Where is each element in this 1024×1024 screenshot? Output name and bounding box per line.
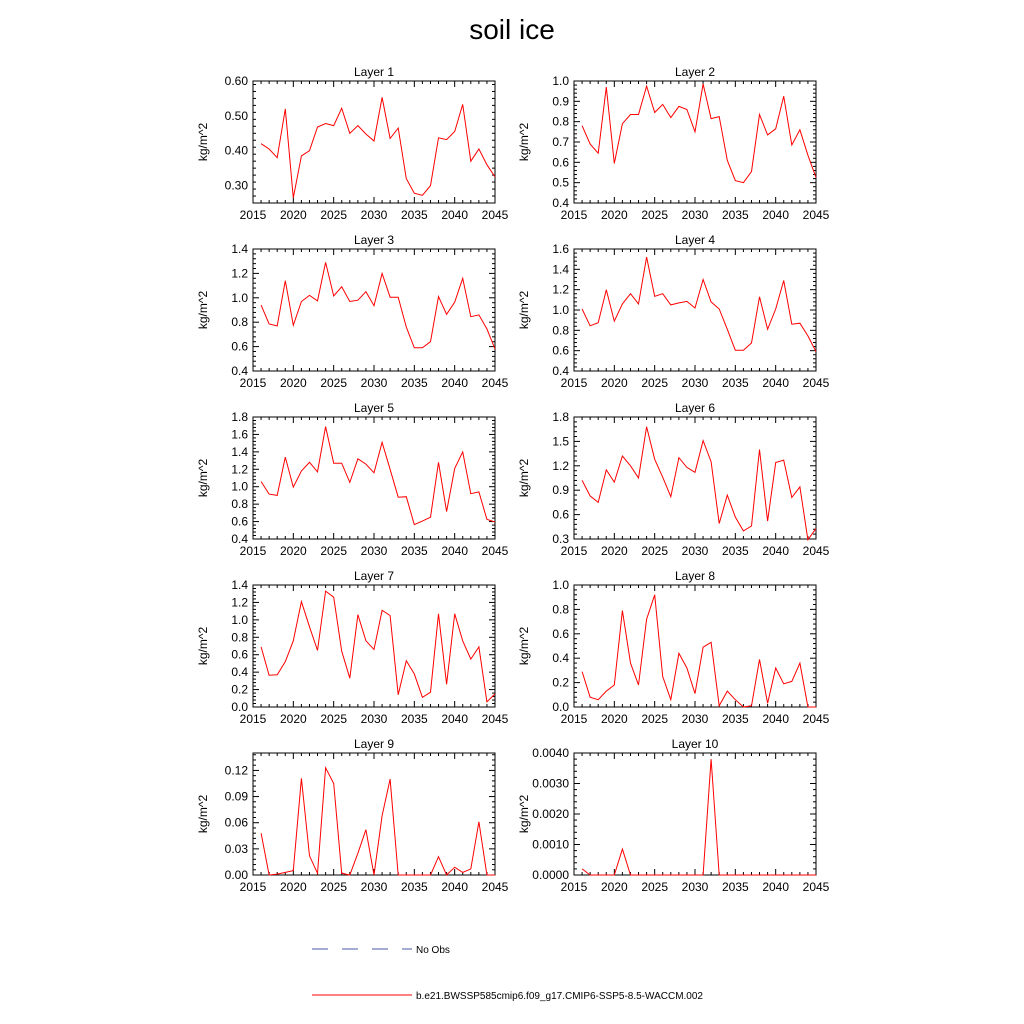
y-tick-label: 0.4 <box>552 364 569 378</box>
x-tick-label: 2035 <box>721 880 749 894</box>
y-axis-label: kg/m^2 <box>196 626 210 666</box>
x-tick-label: 2020 <box>600 880 628 894</box>
panel-title: Layer 5 <box>353 401 395 415</box>
y-tick-label: 0.30 <box>224 178 248 193</box>
plot-frame <box>253 417 495 539</box>
x-tick-label: 2040 <box>441 208 469 222</box>
x-tick-label: 2040 <box>441 712 469 726</box>
y-tick-label: 0.60 <box>224 74 248 88</box>
plot-frame <box>253 585 495 707</box>
panel-title: Layer 7 <box>353 569 395 583</box>
x-tick-label: 2030 <box>681 208 709 222</box>
panel-layer-4 <box>517 233 830 390</box>
y-tick-label: 0.0010 <box>532 837 569 852</box>
series-line <box>582 427 816 540</box>
y-axis-label: kg/m^2 <box>517 626 531 666</box>
x-tick-label: 2030 <box>360 376 388 390</box>
y-tick-label: 1.2 <box>231 462 248 477</box>
y-tick-label: 1.2 <box>552 458 569 473</box>
x-tick-label: 2035 <box>400 376 428 390</box>
y-tick-label: 1.4 <box>231 242 248 256</box>
y-tick-label: 0.8 <box>231 630 248 645</box>
series-line <box>582 257 816 352</box>
y-tick-label: 1.0 <box>231 290 248 305</box>
page-title: soil ice <box>469 14 555 45</box>
series-line <box>261 591 495 702</box>
panel-layer-2 <box>517 65 830 222</box>
series-line <box>261 768 495 875</box>
x-tick-label: 2015 <box>560 208 588 222</box>
x-tick-label: 2035 <box>721 712 749 726</box>
legend <box>312 945 703 1002</box>
y-tick-label: 0.4 <box>552 651 569 666</box>
y-tick-label: 1.2 <box>231 266 248 281</box>
y-axis-label: kg/m^2 <box>196 794 210 834</box>
x-tick-label: 2025 <box>320 880 348 894</box>
y-tick-label: 0.9 <box>552 94 569 109</box>
y-tick-label: 0.6 <box>552 507 569 522</box>
y-tick-label: 0.6 <box>231 647 248 662</box>
x-tick-label: 2040 <box>762 376 790 390</box>
plot-frame <box>574 753 816 875</box>
x-tick-label: 2045 <box>802 712 830 726</box>
y-tick-label: 0.6 <box>552 155 569 170</box>
x-tick-label: 2040 <box>762 712 790 726</box>
x-tick-label: 2025 <box>641 544 669 558</box>
y-tick-label: 1.0 <box>552 74 569 88</box>
x-tick-label: 2015 <box>239 880 267 894</box>
y-tick-label: 0.8 <box>552 602 569 617</box>
y-tick-label: 0.3 <box>552 532 569 546</box>
x-tick-label: 2045 <box>481 376 509 390</box>
x-tick-label: 2020 <box>279 712 307 726</box>
plot-frame <box>574 585 816 707</box>
x-tick-label: 2015 <box>239 712 267 726</box>
panel-title: Layer 10 <box>671 737 719 751</box>
panel-title: Layer 1 <box>353 65 395 79</box>
x-tick-label: 2040 <box>762 880 790 894</box>
panel-layer-3 <box>196 233 509 390</box>
x-tick-label: 2030 <box>360 544 388 558</box>
x-tick-label: 2015 <box>239 376 267 390</box>
y-tick-label: 1.0 <box>552 578 569 592</box>
x-tick-label: 2015 <box>560 712 588 726</box>
panel-title: Layer 6 <box>674 401 716 415</box>
y-tick-label: 0.50 <box>224 108 248 123</box>
y-axis-label: kg/m^2 <box>196 458 210 498</box>
x-tick-label: 2045 <box>481 208 509 222</box>
y-tick-label: 1.0 <box>231 612 248 627</box>
x-tick-label: 2035 <box>721 544 749 558</box>
y-axis-label: kg/m^2 <box>517 290 531 330</box>
y-tick-label: 1.4 <box>231 578 248 592</box>
panel-title: Layer 3 <box>353 233 395 247</box>
y-tick-label: 0.8 <box>231 497 248 512</box>
x-tick-label: 2030 <box>681 544 709 558</box>
x-tick-label: 2025 <box>320 208 348 222</box>
series-line <box>261 427 495 525</box>
x-tick-label: 2030 <box>360 880 388 894</box>
y-tick-label: 1.0 <box>552 303 569 317</box>
x-tick-label: 2020 <box>279 208 307 222</box>
x-tick-label: 2015 <box>239 544 267 558</box>
y-tick-label: 0.40 <box>224 143 248 158</box>
y-tick-label: 0.0040 <box>532 746 569 760</box>
x-tick-label: 2015 <box>560 544 588 558</box>
y-tick-label: 1.8 <box>231 410 248 424</box>
y-axis-label: kg/m^2 <box>517 122 531 162</box>
y-tick-label: 1.4 <box>231 444 248 459</box>
x-tick-label: 2040 <box>441 544 469 558</box>
y-tick-label: 1.4 <box>552 262 569 277</box>
panel-title: Layer 9 <box>353 737 395 751</box>
x-tick-label: 2045 <box>802 376 830 390</box>
y-tick-label: 0.0030 <box>532 776 569 791</box>
panel-layer-9 <box>196 737 509 894</box>
x-tick-label: 2025 <box>641 376 669 390</box>
x-tick-label: 2045 <box>481 880 509 894</box>
series-line <box>261 97 495 197</box>
y-tick-label: 0.0000 <box>532 868 569 882</box>
x-tick-label: 2030 <box>360 208 388 222</box>
panel-title: Layer 8 <box>674 569 716 583</box>
x-tick-label: 2020 <box>600 544 628 558</box>
y-tick-label: 0.4 <box>231 364 248 378</box>
panel-layer-5 <box>196 401 509 558</box>
x-tick-label: 2040 <box>762 208 790 222</box>
y-axis-label: kg/m^2 <box>517 794 531 834</box>
y-tick-label: 0.12 <box>224 763 248 778</box>
legend-obs-label: No Obs <box>416 945 450 956</box>
x-tick-label: 2025 <box>641 208 669 222</box>
y-tick-label: 1.5 <box>552 434 569 449</box>
x-tick-label: 2040 <box>441 880 469 894</box>
y-tick-label: 0.0020 <box>532 807 569 821</box>
y-axis-label: kg/m^2 <box>196 290 210 330</box>
y-tick-label: 1.6 <box>552 242 569 256</box>
x-tick-label: 2035 <box>721 376 749 390</box>
x-tick-label: 2030 <box>681 712 709 726</box>
x-tick-label: 2020 <box>600 376 628 390</box>
y-tick-label: 1.0 <box>231 479 248 494</box>
y-tick-label: 0.03 <box>224 841 248 856</box>
x-tick-label: 2025 <box>641 880 669 894</box>
panel-layer-7 <box>196 569 509 726</box>
series-line <box>582 84 816 183</box>
plot-frame <box>574 417 816 539</box>
plot-frame <box>253 753 495 875</box>
plot-frame <box>253 249 495 371</box>
x-tick-label: 2025 <box>320 712 348 726</box>
x-tick-label: 2030 <box>360 712 388 726</box>
x-tick-label: 2015 <box>560 376 588 390</box>
plot-frame <box>574 81 816 203</box>
x-tick-label: 2030 <box>681 376 709 390</box>
y-tick-label: 0.8 <box>231 315 248 330</box>
plot-frame <box>253 81 495 203</box>
x-tick-label: 2035 <box>400 712 428 726</box>
y-tick-label: 0.7 <box>552 135 569 149</box>
x-tick-label: 2020 <box>279 880 307 894</box>
y-tick-label: 0.2 <box>552 675 569 690</box>
panel-layer-6 <box>517 401 830 558</box>
panel-title: Layer 2 <box>674 65 716 79</box>
y-tick-label: 0.8 <box>552 114 569 129</box>
x-tick-label: 2045 <box>802 544 830 558</box>
y-tick-label: 0.0 <box>552 700 569 714</box>
x-tick-label: 2015 <box>560 880 588 894</box>
x-tick-label: 2015 <box>239 208 267 222</box>
y-tick-label: 0.4 <box>552 196 569 210</box>
y-tick-label: 0.06 <box>224 815 248 830</box>
y-tick-label: 0.2 <box>231 682 248 697</box>
series-line <box>582 595 816 707</box>
y-tick-label: 1.2 <box>552 282 569 297</box>
x-tick-label: 2045 <box>802 208 830 222</box>
x-tick-label: 2025 <box>320 376 348 390</box>
y-tick-label: 0.9 <box>552 483 569 498</box>
panel-layer-10 <box>517 737 830 894</box>
y-axis-label: kg/m^2 <box>196 122 210 162</box>
y-tick-label: 0.00 <box>224 868 248 882</box>
x-tick-label: 2040 <box>762 544 790 558</box>
x-tick-label: 2040 <box>441 376 469 390</box>
panel-layer-8 <box>517 569 830 726</box>
y-tick-label: 1.2 <box>231 595 248 610</box>
x-tick-label: 2025 <box>320 544 348 558</box>
series-line <box>582 759 816 875</box>
x-tick-label: 2045 <box>802 880 830 894</box>
y-tick-label: 1.8 <box>552 410 569 424</box>
x-tick-label: 2020 <box>600 208 628 222</box>
y-tick-label: 0.6 <box>552 626 569 641</box>
y-tick-label: 0.6 <box>231 339 248 354</box>
y-tick-label: 0.0 <box>231 700 248 714</box>
y-tick-label: 0.6 <box>231 514 248 529</box>
y-tick-label: 0.8 <box>552 323 569 338</box>
x-tick-label: 2035 <box>400 208 428 222</box>
x-tick-label: 2035 <box>400 544 428 558</box>
y-tick-label: 0.09 <box>224 789 248 804</box>
y-tick-label: 0.5 <box>552 175 569 190</box>
x-tick-label: 2020 <box>600 712 628 726</box>
x-tick-label: 2030 <box>681 880 709 894</box>
y-tick-label: 0.6 <box>552 343 569 358</box>
x-tick-label: 2045 <box>481 544 509 558</box>
legend-series-label: b.e21.BWSSP585cmip6.f09_g17.CMIP6-SSP5-8.5-WACCM.002 <box>416 991 703 1002</box>
plot-frame <box>574 249 816 371</box>
x-tick-label: 2035 <box>400 880 428 894</box>
series-line <box>261 262 495 349</box>
x-tick-label: 2025 <box>641 712 669 726</box>
y-tick-label: 0.4 <box>231 532 248 546</box>
x-tick-label: 2035 <box>721 208 749 222</box>
x-tick-label: 2020 <box>279 544 307 558</box>
panel-title: Layer 4 <box>674 233 716 247</box>
y-tick-label: 0.4 <box>231 665 248 680</box>
x-tick-label: 2045 <box>481 712 509 726</box>
x-tick-label: 2020 <box>279 376 307 390</box>
y-tick-label: 1.6 <box>231 427 248 442</box>
panel-layer-1 <box>196 65 509 222</box>
y-axis-label: kg/m^2 <box>517 458 531 498</box>
